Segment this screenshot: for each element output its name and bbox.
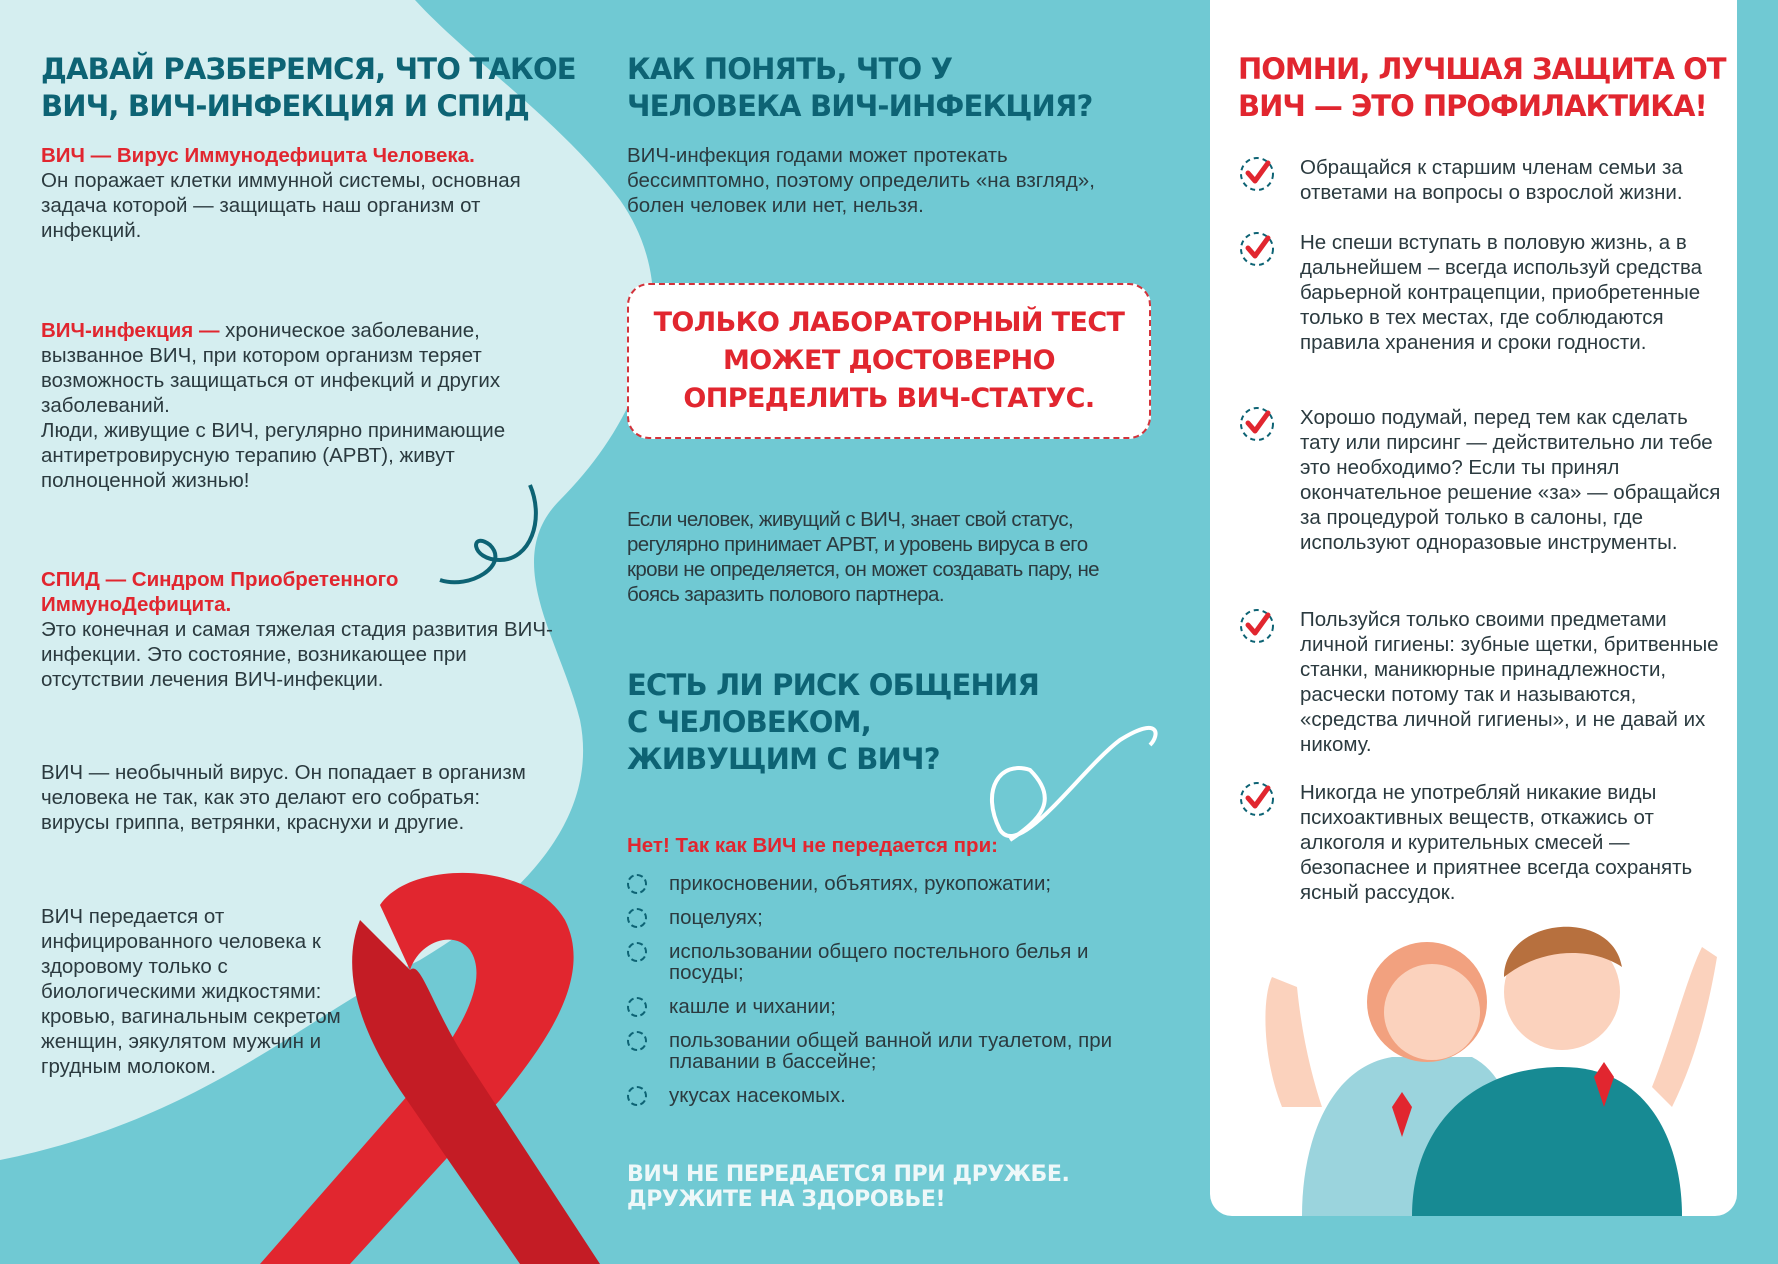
- hiv-infection-definition: ВИЧ-инфекция — хроническое заболевание, вызванное ВИЧ, при котором организм теряет возможность защищаться от инфекций и других заболеваний. Люди, живущие с ВИЧ, регулярно принимающие антиретровирусную терапию (АРВТ), живут полноценной жизнью!: [41, 319, 506, 492]
- list-item: Хорошо подумай, перед тем как сделать тату или пирсинг — действительно ли тебе это необходимо? Если ты принял окончательное решение «за» — обращайся за процедурой только в салоны, где используют одноразовые инструменты.: [1238, 405, 1728, 555]
- list-item: укусах насекомых.: [627, 1085, 1127, 1106]
- list-item: Пользуйся только своими предметами личной гигиены: зубные щетки, бритвенные станки, маникюрные принадлежности, расчески потому так и называются, «средства личной гигиены», и не давай их никому.: [1238, 607, 1728, 757]
- checkmark-icon: [1238, 405, 1276, 443]
- hiv-unusual-text: ВИЧ — необычный вирус. Он попадает в организм человека не так, как это делают его собратья: вирусы гриппа, ветрянки, краснухи и другие.: [41, 761, 526, 834]
- risk-heading: ЕСТЬ ЛИ РИСК ОБЩЕНИЯ С ЧЕЛОВЕКОМ, ЖИВУЩИМ С ВИЧ?: [627, 668, 1040, 776]
- checkmark-icon: [1238, 780, 1276, 818]
- checkmark-icon: [1238, 607, 1276, 645]
- teenagers-illustration: [1242, 907, 1718, 1216]
- dashed-circle-icon: [627, 997, 647, 1017]
- list-item: Обращайся к старшим членам семьи за ответами на вопросы о взрослой жизни.: [1238, 155, 1728, 205]
- no-transmission-list: [627, 873, 1127, 1106]
- list-item: прикосновении, объятиях, рукопожатии;: [627, 873, 1127, 894]
- list-item: использовании общего постельного белья и посуды;: [627, 941, 1127, 983]
- status-text: Если человек, живущий с ВИЧ, знает свой статус, регулярно принимает АРВТ, и уровень вируса в его крови не определяется, он может создавать пару, не боясь заразить полового партнера.: [627, 508, 1099, 606]
- dashed-circle-icon: [627, 908, 647, 928]
- list-item: пользовании общей ванной или туалетом, при плавании в бассейне;: [627, 1030, 1127, 1072]
- prevention-heading: ПОМНИ, ЛУЧШАЯ ЗАЩИТА ОТ ВИЧ — ЭТО ПРОФИЛАКТИКА!: [1238, 52, 1726, 123]
- aids-definition: СПИД — Синдром Приобретенного ИммуноДефицита. Это конечная и самая тяжелая стадия развития ВИЧ-инфекции. Это состояние, возникающее при отсутствии лечения ВИЧ-инфекции.: [41, 568, 553, 691]
- checkmark-icon: [1238, 155, 1276, 193]
- hiv-definition: ВИЧ — Вирус Иммунодефицита Человека. Он поражает клетки иммунной системы, основная задача которой — защищать наш организм от инфекций.: [41, 144, 521, 242]
- middle-intro: ВИЧ-инфекция годами может протекать бессимптомно, поэтому определить «на взгляд», болен человек или нет, нельзя.: [627, 144, 1095, 217]
- dashed-circle-icon: [627, 874, 647, 894]
- friendship-footer: ВИЧ НЕ ПЕРЕДАЕТСЯ ПРИ ДРУЖБЕ. ДРУЖИТЕ НА ЗДОРОВЬЕ!: [627, 1162, 1070, 1212]
- hiv-transmission-text: ВИЧ передается от инфицированного человека к здоровому только с биологическими жидкостями: кровью, вагинальным секретом женщин, эякулятом мужчин и грудным молоком.: [41, 905, 341, 1078]
- checkmark-icon: [1238, 230, 1276, 268]
- left-heading: ДАВАЙ РАЗБЕРЕМСЯ, ЧТО ТАКОЕ ВИЧ, ВИЧ-ИНФЕКЦИЯ И СПИД: [41, 52, 576, 123]
- list-item: кашле и чихании;: [627, 996, 1127, 1017]
- dashed-circle-icon: [627, 1031, 647, 1051]
- risk-answer: Нет! Так как ВИЧ не передается при:: [627, 834, 999, 857]
- list-item: Никогда не употребляй никакие виды психоактивных веществ, откажись от алкоголя и курительных смесей — безопаснее и приятнее всегда сохранять ясный рассудок.: [1238, 780, 1728, 905]
- list-item: Не спеши вступать в половую жизнь, а в дальнейшем – всегда используй средства барьерной контрацепции, приобретенные только в тех местах, где соблюдаются правила хранения и сроки годности.: [1238, 230, 1728, 355]
- dashed-circle-icon: [627, 1086, 647, 1106]
- lab-test-callout: ТОЛЬКО ЛАБОРАТОРНЫЙ ТЕСТ МОЖЕТ ДОСТОВЕРНО ОПРЕДЕЛИТЬ ВИЧ-СТАТУС.: [627, 283, 1151, 439]
- list-item: поцелуях;: [627, 907, 1127, 928]
- middle-heading: КАК ПОНЯТЬ, ЧТО У ЧЕЛОВЕКА ВИЧ-ИНФЕКЦИЯ?: [627, 52, 1093, 123]
- dashed-circle-icon: [627, 942, 647, 962]
